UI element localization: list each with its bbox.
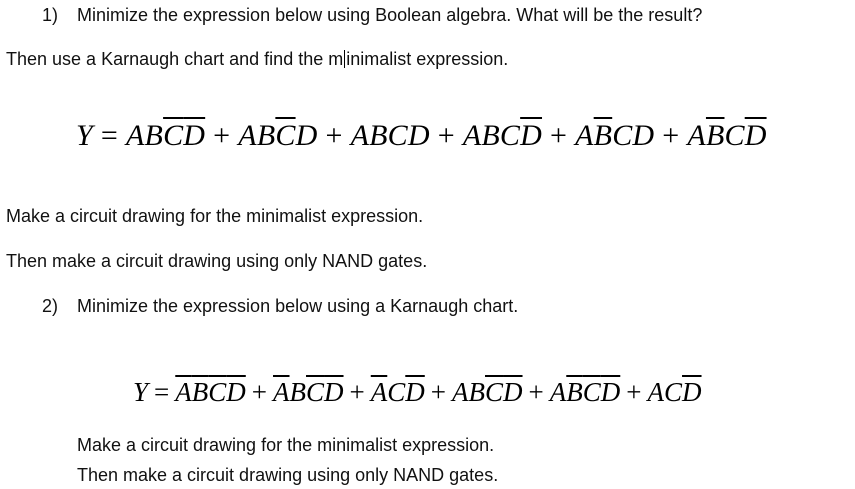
question-1-line-3: Make a circuit drawing for the minimalist expression. xyxy=(6,206,424,226)
q2-eq-literal-complemented: $\overline{D}$ xyxy=(600,377,621,407)
q2-eq-literal-complemented: $\overline{A}$ xyxy=(273,377,290,407)
q1-eq-lhs: Y xyxy=(76,119,93,152)
question-2-number: 2) xyxy=(42,296,59,316)
q2-eq-literal: C xyxy=(664,377,683,407)
q2-eq-term xyxy=(648,374,702,410)
q1-eq-literal: D xyxy=(632,119,655,152)
q2-eq-plus-sign: + xyxy=(430,377,447,407)
q1-eq-term xyxy=(351,116,430,156)
q1-eq-literal: B xyxy=(369,119,388,152)
q2-eq-literal-complemented: $\overline{D}$ xyxy=(682,377,702,407)
q2-eq-literal: A xyxy=(647,377,665,407)
q1-eq-literal: A xyxy=(575,119,594,152)
q1-eq-literal: D xyxy=(407,119,430,152)
q1-eq-plus-sign: + xyxy=(550,119,568,152)
q1-eq-literal: A xyxy=(687,119,706,152)
q2-eq-literal: B xyxy=(289,377,307,407)
q1-eq-literal: C xyxy=(499,119,521,152)
q1-eq-plus-sign: + xyxy=(662,119,680,152)
q1-eq-literal: C xyxy=(724,119,745,152)
q2-eq-literal: C xyxy=(387,377,406,407)
q1-eq-literal: C xyxy=(387,119,408,152)
q2-eq-literal-complemented: $\overline{C}$ xyxy=(582,377,601,407)
q2-eq-literal-complemented: $\overline{C}$ xyxy=(208,377,227,407)
q1-eq-literal-complemented: $\overline{B}$ xyxy=(593,119,613,152)
question-1-line-1: Minimize the expression below using Boolean algebra. What will be the result? xyxy=(77,5,703,25)
question-1-line-2-part-1: Then use a Karnaugh chart and find the m xyxy=(6,49,344,69)
q2-eq-literal-complemented: $\overline{C}$ xyxy=(306,377,325,407)
q2-eq-term xyxy=(371,374,425,410)
q2-eq-literal: B xyxy=(468,377,486,407)
q1-eq-term xyxy=(238,116,317,156)
q2-eq-lhs: Y xyxy=(133,377,149,407)
q1-eq-literal: C xyxy=(612,119,633,152)
question-2-line-1: Minimize the expression below using a Karnaugh chart. xyxy=(77,296,519,316)
q2-eq-term xyxy=(273,374,344,410)
q1-eq-literal: A xyxy=(238,119,257,152)
question-1-line-2 xyxy=(6,48,508,70)
q1-eq-plus-sign: + xyxy=(325,119,343,152)
q2-eq-plus-sign: + xyxy=(626,377,642,407)
q2-eq-plus-sign: + xyxy=(349,377,365,407)
q2-eq-literal: A xyxy=(549,377,567,407)
q2-eq-literal-complemented: $\overline{B}$ xyxy=(191,377,209,407)
q1-eq-term xyxy=(463,116,542,156)
q2-eq-literal-complemented: $\overline{A}$ xyxy=(175,377,192,407)
q1-eq-equals-sign: = xyxy=(100,119,119,152)
question-1-line-2-part-2: inimalist expression. xyxy=(346,49,509,69)
q2-eq-term xyxy=(550,374,621,410)
q1-eq-literal-complemented: $\overline{D}$ xyxy=(744,119,767,152)
q1-eq-literal: D xyxy=(295,119,318,152)
question-2-line-2: Make a circuit drawing for the minimalist expression. xyxy=(77,435,495,455)
q2-eq-term xyxy=(452,374,523,410)
q1-eq-literal-complemented: $\overline{C}$ xyxy=(275,119,296,152)
q1-eq-literal: A xyxy=(350,119,370,152)
q1-eq-literal-complemented: $\overline{C}$ xyxy=(163,119,184,152)
q1-eq-plus-sign: + xyxy=(437,119,455,152)
question-1-equation xyxy=(76,116,767,156)
q2-eq-literal-complemented: $\overline{D}$ xyxy=(324,377,344,407)
q1-eq-term xyxy=(575,116,654,156)
q1-eq-literal: B xyxy=(256,119,276,152)
q2-eq-literal-complemented: $\overline{D}$ xyxy=(503,377,523,407)
q2-eq-term xyxy=(175,374,246,410)
q1-eq-literal: A xyxy=(462,119,482,152)
q1-eq-term xyxy=(687,116,766,156)
q2-eq-literal-complemented: $\overline{A}$ xyxy=(370,377,388,407)
q2-eq-literal-complemented: $\overline{D}$ xyxy=(226,377,246,407)
q2-eq-literal: A xyxy=(452,377,469,407)
q2-eq-plus-sign: + xyxy=(528,377,544,407)
q1-eq-literal: B xyxy=(481,119,500,152)
question-2-line-3: Then make a circuit drawing using only NAND gates. xyxy=(77,465,499,485)
q1-eq-literal: B xyxy=(144,119,164,152)
q2-eq-literal-complemented: $\overline{C}$ xyxy=(485,377,504,407)
q2-eq-literal-complemented: $\overline{B}$ xyxy=(566,377,583,407)
q1-eq-term xyxy=(126,116,205,156)
question-1-line-4: Then make a circuit drawing using only NAND gates. xyxy=(6,251,428,271)
q2-eq-equals-sign: = xyxy=(154,377,170,407)
question-1-number: 1) xyxy=(42,5,59,25)
q1-eq-literal: A xyxy=(126,119,145,152)
q1-eq-literal-complemented: $\overline{D}$ xyxy=(183,119,206,152)
q1-eq-literal-complemented: $\overline{B}$ xyxy=(705,119,725,152)
q2-eq-plus-sign: + xyxy=(251,377,268,407)
q1-eq-literal-complemented: $\overline{D}$ xyxy=(520,119,543,152)
q1-eq-plus-sign: + xyxy=(213,119,231,152)
q2-eq-literal-complemented: $\overline{D}$ xyxy=(405,377,425,407)
question-2-equation xyxy=(133,374,702,410)
